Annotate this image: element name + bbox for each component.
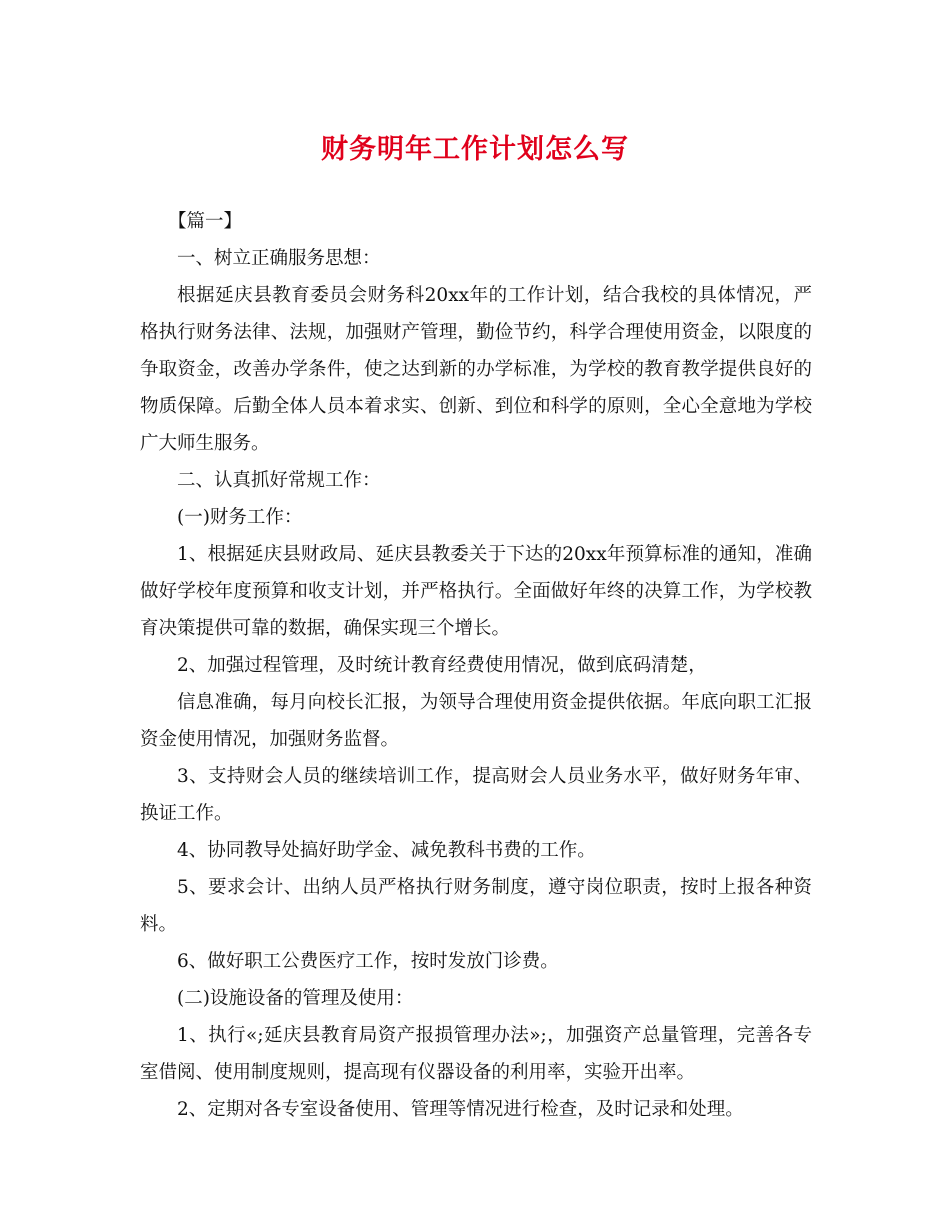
facilities-item-1: 1、执行«;延庆县教育局资产报损管理办法»;，加强资产总量管理，完善各专室借阅、使用制度规则，提高现有仪器设备的利用率，实验开出率。 xyxy=(140,1025,812,1083)
finance-item-1: 1、根据延庆县财政局、延庆县教委关于下达的20xx年预算标准的通知，准确做好学校年度预算和收支计划，并严格执行。全面做好年终的决算工作，为学校教育决策提供可靠的数据，确保实现三个增长。 xyxy=(140,544,812,639)
paragraph-service-thought: 根据延庆县教育委员会财务科20xx年的工作计划，结合我校的具体情况，严格执行财务法律、法规，加强财产管理，勤俭节约，科学合理使用资金，以限度的争取资金，改善办学条件，使之达到新的办学标准，为学校的教育教学提供良好的物质保障。后勤全体人员本着求实、创新、到位和科学的原则，全心全意地为学校广大师生服务。 xyxy=(140,285,812,454)
finance-item-5: 5、要求会计、出纳人员严格执行财务制度，遵守岗位职责，按时上报各种资料。 xyxy=(140,877,812,935)
finance-item-6: 6、做好职工公费医疗工作，按时发放门诊费。 xyxy=(177,951,559,972)
facilities-item-2: 2、定期对各专室设备使用、管理等情况进行检查，及时记录和处理。 xyxy=(177,1099,744,1120)
subheading-finance-work: (一)财务工作： xyxy=(177,507,303,528)
document-title: 财务明年工作计划怎么写 xyxy=(321,134,629,165)
document-body xyxy=(140,203,812,1128)
finance-item-4: 4、协同教导处搞好助学金、减免教科书费的工作。 xyxy=(177,840,596,861)
heading-routine-work: 二、认真抓好常规工作： xyxy=(177,470,381,491)
finance-item-2-continued: 信息准确，每月向校长汇报，为领导合理使用资金提供依据。年底向职工汇报资金使用情况，加强财务监督。 xyxy=(140,692,812,750)
heading-service-thought: 一、树立正确服务思想： xyxy=(177,248,381,269)
finance-item-2: 2、加强过程管理，及时统计教育经费使用情况，做到底码清楚， xyxy=(177,655,707,676)
subheading-facilities: (二)设施设备的管理及使用： xyxy=(177,988,414,1009)
section-label: 【篇一】 xyxy=(168,211,243,232)
finance-item-3: 3、支持财会人员的继续培训工作，提高财会人员业务水平，做好财务年审、换证工作。 xyxy=(140,766,812,824)
